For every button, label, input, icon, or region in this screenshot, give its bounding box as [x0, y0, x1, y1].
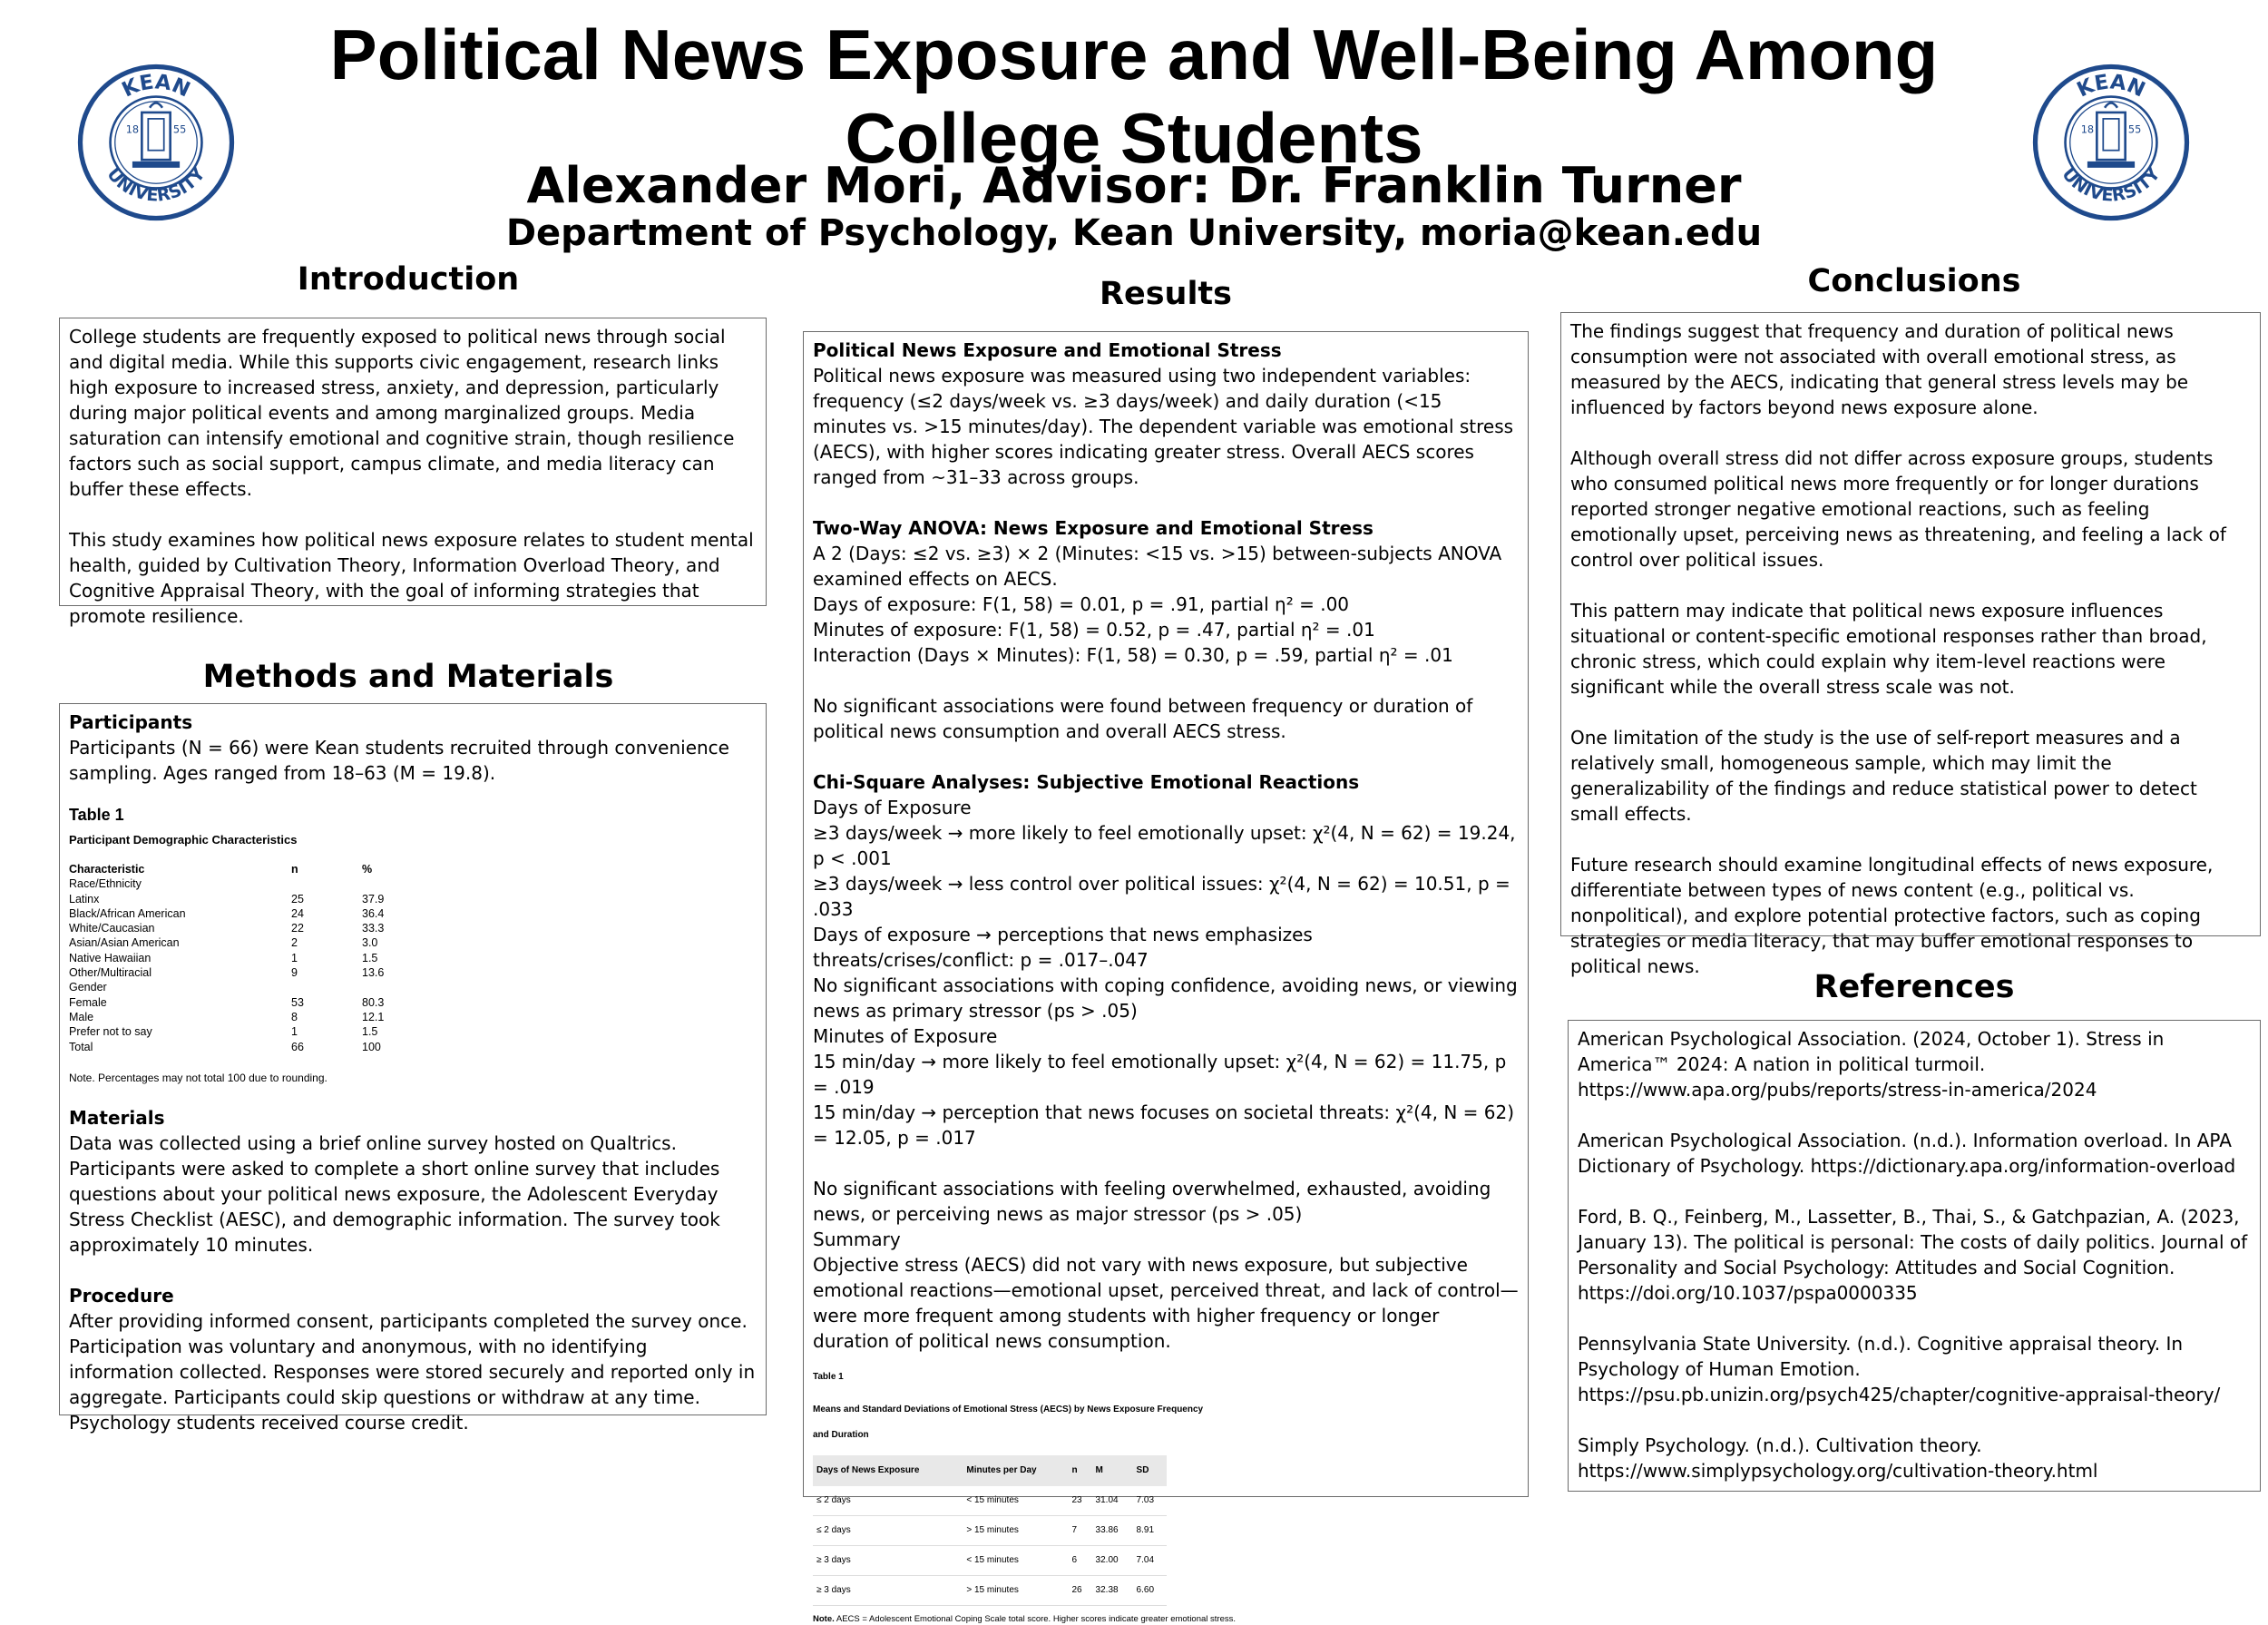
conclusions-paragraph: Future research should examine longitudinal effects of news exposure, differentiate between types of news content (e.g., political vs. nonpolitical), and explore potential protective factors, such as coping strategies or media literacy, that may buffer emotional responses to political news.: [1570, 854, 2214, 977]
results-box: [803, 331, 1529, 1624]
introduction-paragraph: This study examines how political news exposure relates to student mental health, guided by Cultivation Theory, Information Overload Theory, and Cognitive Appraisal Theory, with the goal of informing strategies that promote resilience.: [69, 529, 754, 627]
results-anova-interaction: Interaction (Days × Minutes): F(1, 58) = 0.30, p = .59, partial η² = .01: [813, 644, 1453, 666]
methods-box: [59, 703, 767, 1434]
aecs-table: [813, 1455, 1167, 1606]
svg-text:KEAN: KEAN: [118, 70, 194, 103]
results-minutes-label: Minutes of Exposure: [813, 1025, 998, 1047]
title-line-1: Political News Exposure and Well-Being Among: [329, 15, 1939, 94]
conclusions-heading: Conclusions: [1807, 263, 2021, 299]
aecs-header: SD: [1133, 1455, 1167, 1486]
aecs-table-title: Means and Standard Deviations of Emotional Stress (AECS) by News Exposure Frequency and Duration: [813, 1405, 1204, 1440]
demographics-table-subtitle: Participant Demographic Characteristics: [69, 833, 298, 847]
procedure-text: After providing informed consent, participants completed the survey once. Participation was voluntary and anonymous, with no identifying information collected. Responses were stored securely and reported only in aggregate. Participants could skip questions or withdraw at any time. Psychology students received course credit.: [69, 1309, 756, 1434]
table-row: ≤ 2 days < 15 minutes 23 31.04 7.03: [813, 1486, 1167, 1516]
results-summary-label: Summary: [813, 1229, 901, 1250]
results-days-finding: ≥3 days/week → more likely to feel emotionally upset: χ²(4, N = 62) = 19.24, p < .001: [813, 822, 1516, 869]
conclusions-paragraph: Although overall stress did not differ across exposure groups, students who consumed political news more frequently or for longer durations reported stronger negative emotional reactions, such as feeling emotionally upset, perceiving news as threatening, and feeling a lack of control over political issues.: [1570, 447, 2226, 571]
demographics-header: n: [291, 863, 298, 876]
reference-item: Ford, B. Q., Feinberg, M., Lassetter, B., Thai, S., & Gatchpazian, A. (2023, January 13). The political is personal: The costs of daily politics. Journal of Personality and Social Psychology: Attitudes and Social Cognition. https://doi.org/10.1037/pspa0000335: [1578, 1206, 2248, 1304]
results-days-finding: ≥3 days/week → less control over political issues: χ²(4, N = 62) = 10.51, p = .033: [813, 873, 1510, 920]
table-row: Gender: [69, 981, 107, 994]
aecs-header: M: [1092, 1455, 1133, 1486]
table-row: Black/African American 24 36.4: [69, 906, 385, 920]
table-row: Prefer not to say 1 1.5: [69, 1025, 378, 1039]
references-heading: References: [1813, 969, 2015, 1005]
table-row: White/Caucasian 22 33.3: [69, 922, 385, 935]
results-anova-conclusion: No significant associations were found between frequency or duration of political news consumption and overall AECS stress.: [813, 695, 1473, 742]
kean-university-logo-left: [77, 64, 235, 221]
results-days-finding: Days of exposure → perceptions that news emphasizes threats/crises/conflict: p = .017–.047: [813, 924, 1313, 971]
participants-heading: Participants: [69, 711, 193, 733]
aecs-header: Minutes per Day: [963, 1455, 1068, 1486]
references-box: [1568, 1020, 2261, 1492]
table-row: Native Hawaiian 1 1.5: [69, 951, 378, 964]
aecs-table-label: Table 1: [813, 1372, 844, 1382]
demographics-header: %: [362, 863, 373, 876]
poster-title: [299, 13, 1969, 180]
demographics-table: [69, 862, 435, 1054]
results-anova-days: Days of exposure: F(1, 58) = 0.01, p = .91, partial η² = .00: [813, 593, 1350, 615]
aecs-table-note: [813, 1613, 1239, 1625]
introduction-box: [59, 318, 767, 627]
table-row: Male 8 12.1: [69, 1010, 385, 1023]
svg-text:UNIVERSITY: UNIVERSITY: [103, 163, 210, 206]
table-row: Latinx 25 37.9: [69, 892, 385, 905]
table-row: ≥ 3 days > 15 minutes 26 32.38 6.60: [813, 1576, 1167, 1606]
participants-text: Participants (N = 66) were Kean students recruited through convenience sampling. Ages ranged from 18–63 (M = 19.8).: [69, 737, 729, 784]
table-row: ≥ 3 days < 15 minutes 6 32.00 7.04: [813, 1546, 1167, 1576]
demographics-note: Note. Percentages may not total 100 due to rounding.: [69, 1071, 327, 1084]
aecs-header: n: [1069, 1455, 1092, 1486]
svg-text:UNIVERSITY: UNIVERSITY: [2058, 163, 2165, 206]
table-row: Female 53 80.3: [69, 995, 385, 1009]
svg-text:55: 55: [172, 123, 187, 136]
demographics-table-block: [69, 802, 757, 1091]
department: Department of Psychology, Kean University, moria@kean.edu: [505, 212, 1763, 254]
kean-university-logo-right: [2032, 64, 2190, 221]
demographics-table-label: Table 1: [69, 806, 124, 824]
materials-text: Data was collected using a brief online survey hosted on Qualtrics. Participants were asked to complete a short online survey that includes questions about your political news exposure, the Adolescent Everyday Stress Checklist (AESC), and demographic information. The survey took approximately 10 minutes.: [69, 1131, 720, 1256]
results-anova-intro: A 2 (Days: ≤2 vs. ≥3) × 2 (Minutes: <15 vs. >15) between-subjects ANOVA examined effects on AECS.: [813, 543, 1502, 590]
table-row: ≤ 2 days > 15 minutes 7 33.86 8.91: [813, 1516, 1167, 1546]
svg-text:55: 55: [2127, 123, 2142, 136]
results-days-finding: No significant associations with coping confidence, avoiding news, or viewing news as primary stressor (ps > .05): [813, 974, 1518, 1022]
aecs-note-text: AECS = Adolescent Emotional Coping Scale total score. Higher scores indicate greater emotional stress.: [836, 1614, 1237, 1624]
conclusions-box: [1560, 312, 2261, 977]
results-chisquare-heading: Chi-Square Analyses: Subjective Emotional Reactions: [813, 771, 1360, 793]
methods-heading: Methods and Materials: [202, 659, 614, 695]
conclusions-paragraph: One limitation of the study is the use of self-report measures and a relatively small, homogeneous sample, which may limit the generalizability of the findings and reduce statistical power to detect small effects.: [1570, 727, 2197, 825]
reference-item: Pennsylvania State University. (n.d.). Cognitive appraisal theory. In Psychology of Human Emotion. https://psu.pb.unizin.org/psych425/chapter/cognitive-appraisal-theory/: [1578, 1333, 2221, 1405]
conclusions-paragraph: The findings suggest that frequency and duration of political news consumption were not associated with overall emotional stress, as measured by the AECS, indicating that general stress levels may be influenced by factors beyond news exposure alone.: [1570, 320, 2189, 418]
materials-heading: Materials: [69, 1106, 165, 1129]
results-days-label: Days of Exposure: [813, 797, 972, 818]
aecs-header: Days of News Exposure: [813, 1455, 963, 1486]
demographics-header: Characteristic: [69, 863, 145, 876]
results-summary-text: Objective stress (AECS) did not vary with news exposure, but subjective emotional reactions—emotional upset, perceived threat, and lack of control—were more frequent among students with higher frequency or longer duration of political news consumption.: [813, 1254, 1519, 1352]
reference-item: Simply Psychology. (n.d.). Cultivation theory. https://www.simplypsychology.org/cultivation-theory.html: [1578, 1434, 2098, 1482]
results-anova-heading: Two-Way ANOVA: News Exposure and Emotional Stress: [813, 517, 1374, 539]
results-section1-text: Political news exposure was measured using two independent variables: frequency (≤2 days/week vs. ≥3 days/week) and daily duration (<15 minutes vs. >15 minutes/day). The dependent variable was emotional stress (AECS), with higher scores indicating greater stress. Overall AECS scores ranged from ~31–33 across groups.: [813, 365, 1514, 488]
results-section1-heading: Political News Exposure and Emotional Stress: [813, 339, 1282, 361]
reference-item: American Psychological Association. (2024, October 1). Stress in America™ 2024: A nation in political turmoil. https://www.apa.org/pubs/reports/stress-in-america/2024: [1578, 1028, 2165, 1101]
svg-text:18: 18: [2080, 123, 2095, 136]
reference-item: American Psychological Association. (n.d.). Information overload. In APA Dictionary of Psychology. https://dictionary.apa.org/information-overload: [1578, 1130, 2236, 1177]
svg-text:KEAN: KEAN: [2073, 70, 2149, 103]
aecs-note-label: Note.: [813, 1614, 835, 1624]
title-line-2: College Students: [845, 98, 1423, 178]
results-minutes-finding: 15 min/day → more likely to feel emotionally upset: χ²(4, N = 62) = 11.75, p = .019: [813, 1051, 1507, 1098]
aecs-table-block: [813, 1365, 1519, 1625]
table-row: Race/Ethnicity: [69, 877, 142, 891]
table-row: Asian/Asian American 2 3.0: [69, 936, 378, 950]
results-heading: Results: [1100, 276, 1232, 312]
table-row: Total 66 100: [69, 1040, 381, 1053]
results-minutes-finding: No significant associations with feeling overwhelmed, exhausted, avoiding news, or perceiving news as major stressor (ps > .05): [813, 1178, 1491, 1225]
results-minutes-finding: 15 min/day → perception that news focuses on societal threats: χ²(4, N = 62) = 12.05, p = .017: [813, 1101, 1515, 1149]
conclusions-paragraph: This pattern may indicate that political news exposure influences situational or content-specific emotional responses rather than broad, chronic stress, which could explain why item-level reactions were significant while the overall stress scale was not.: [1570, 600, 2207, 698]
table-row: Other/Multiracial 9 13.6: [69, 966, 385, 980]
authors: Alexander Mori, Advisor: Dr. Franklin Turner: [526, 157, 1742, 214]
introduction-paragraph: College students are frequently exposed to political news through social and digital media. While this supports civic engagement, research links high exposure to increased stress, anxiety, and depression, particularly during major political events and among marginalized groups. Media saturation can intensify emotional and cognitive strain, though resilience factors such as social support, campus climate, and media literacy can buffer these effects.: [69, 326, 735, 500]
results-anova-minutes: Minutes of exposure: F(1, 58) = 0.52, p = .47, partial η² = .01: [813, 619, 1375, 641]
svg-text:18: 18: [125, 123, 140, 136]
procedure-heading: Procedure: [69, 1284, 174, 1307]
introduction-heading: Introduction: [297, 261, 520, 298]
